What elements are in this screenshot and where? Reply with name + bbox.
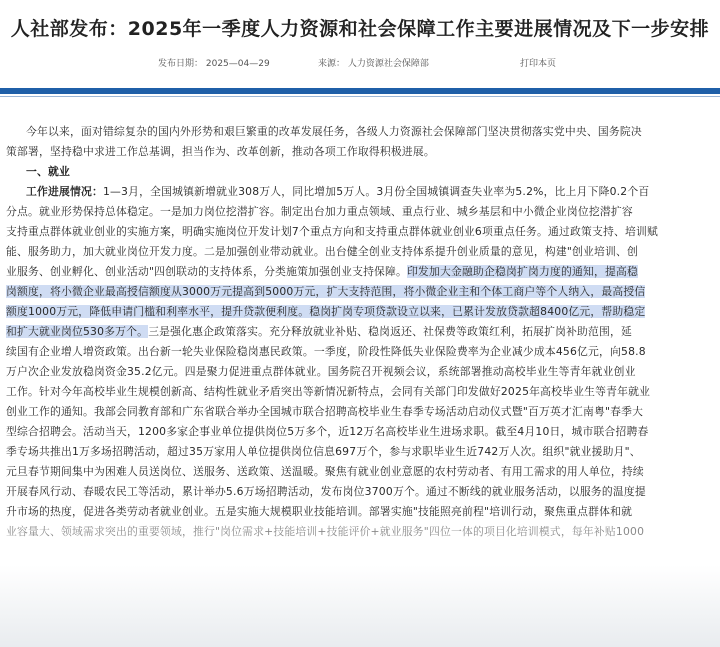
article-meta [0, 56, 720, 70]
paragraph-line: 元旦春节期间集中为困难人员送岗位、送服务、送政策、送温暖。聚焦有就业创业意愿的农村劳动者、有用工需求的用人单位，持续 [6, 465, 644, 478]
paragraph-label: 工作进展情况： [26, 185, 103, 198]
paragraph-line: 升市场的热度，促进各类劳动者就业创业。五是实施大规模职业技能培训。部署实施"技能照亮前程"培训行动，聚焦重点群体和就 [6, 505, 633, 518]
paragraph-line: 型综合招聘会。活动当天，1200多家企事业单位提供岗位5万多个，近12万名高校毕业生进场求职。截至4月10日，城市联合招聘春 [6, 425, 649, 438]
article-source: 来源： 人力资源社会保障部 [318, 59, 429, 69]
highlighted-text: 印发加大金融助企稳岗扩岗力度的通知，提高稳 [407, 265, 638, 278]
paragraph-line: 工作。针对今年高校毕业生规模创新高、结构性就业矛盾突出等新情况新特点，会同有关部门印发做好2025年高校毕业生等青年就业 [6, 385, 651, 398]
paragraph-line: 今年以来，面对错综复杂的国内外形势和艰巨繁重的改革发展任务，各级人力资源社会保障部门坚决贯彻落实党中央、国务院决 [26, 125, 642, 138]
paragraph-line: 能、服务助力，加大就业岗位开发力度。二是加强创业带动就业。出台健全创业支持体系提升创业质量的意见，构建"创业培训、创 [6, 245, 638, 258]
paragraph-line: 续国有企业增人增资政策。出台新一轮失业保险稳岗惠民政策。一季度，阶段性降低失业保险费率为企业减少成本456亿元，向58.8 [6, 345, 646, 358]
highlighted-text: 和扩大就业岗位530多万个。 [6, 325, 149, 338]
paragraph-line: 季专场共推出1万多场招聘活动，超过35万家用人单位提供岗位信息697万个，参与求职毕业生近742万人次。组织"就业援助月"、 [6, 445, 641, 458]
paragraph-text: 1—3月，全国城镇新增就业308万人，同比增加5万人。3月份全国城镇调查失业率为5.2%，比上月下降0.2个百 [102, 185, 650, 198]
paragraph-line: 支持重点群体就业创业的实施方案，明确实施岗位开发计划7个重点方向和支持重点群体就业创业6项重点任务。通过政策支持、培训赋 [6, 225, 658, 238]
paragraph-line [0, 302, 714, 322]
article-body [0, 100, 720, 647]
paragraph-line: 分点。就业形势保持总体稳定。一是加力岗位挖潜扩容。制定出台加力重点领域、重点行业、城乡基层和中小微企业岗位挖潜扩容 [6, 205, 633, 218]
paragraph-text: 三是强化惠企政策落实。充分释放就业补贴、稳岗返还、社保费等政策红利，拓展扩岗补助范围，延 [148, 325, 633, 338]
paragraph-line [0, 282, 714, 302]
header-divider-thin [0, 96, 720, 97]
paragraph-line: 策部署，坚持稳中求进工作总基调，担当作为、改革创新，推动各项工作取得积极进展。 [6, 145, 435, 158]
highlighted-text: 额度1000万元，降低申请门槛和利率水平，提升贷款便利度。稳岗扩岗专项贷款设立以来，已累计发放贷款超8400亿元，帮助稳定 [6, 305, 646, 318]
paragraph-line: 创业工作的通知。我部会同教育部和广东省联合举办全国城市联合招聘高校毕业生春季专场活动启动仪式暨"百万英才汇南粤"春季大 [6, 405, 644, 418]
paragraph-line [0, 322, 714, 342]
print-page-link[interactable]: 打印本页 [520, 59, 557, 69]
paragraph-line [0, 262, 714, 282]
paragraph-line: 万户次企业发放稳岗资金35.2亿元。四是聚力促进重点群体就业。国务院召开视频会议，系统部署推动高校毕业生等青年就业创业 [6, 365, 636, 378]
paragraph-line: 开展春风行动、春暖农民工等活动，累计举办5.6万场招聘活动，发布岗位3700万个。通过不断线的就业服务活动，以服务的温度提 [6, 485, 646, 498]
publish-date: 发布日期： 2025—04—29 [158, 59, 270, 69]
paragraph-text: 业服务、创业孵化、创业活动"四创联动的支持体系，分类施策加强创业支持保障。 [6, 265, 408, 278]
highlighted-text: 岗额度，将小微企业最高授信额度从3000万元提高到5000万元，扩大支持范围，将小微企业主和个体工商户等个人纳入，最高授信 [6, 285, 646, 298]
paragraph-line: 业容量大、领域需求突出的重要领域，推行"岗位需求+技能培训+技能评价+就业服务"四位一体的项目化培训模式，每年补贴1000 [6, 525, 645, 538]
section-heading: 一、就业 [26, 165, 70, 178]
header-divider [0, 88, 720, 94]
article-title: 人社部发布：2025年一季度人力资源和社会保障工作主要进展情况及下一步安排 [10, 18, 710, 40]
paragraph-line [0, 182, 714, 202]
